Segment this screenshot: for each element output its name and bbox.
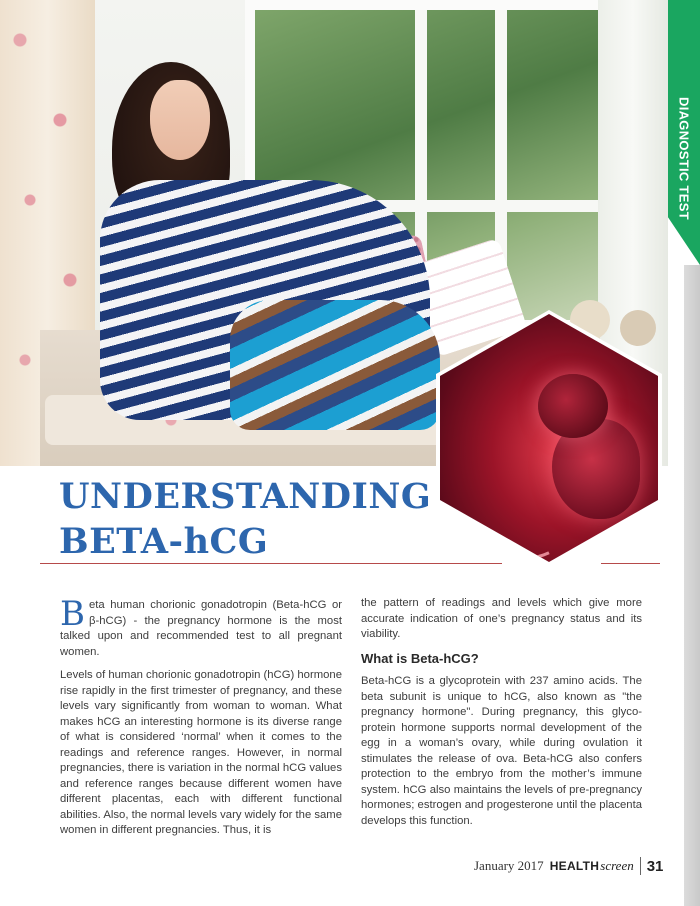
striped-blanket: [230, 300, 440, 430]
issue-date: January 2017: [474, 858, 544, 873]
intro-text: eta human chorionic gonadotropin (Beta-hCG or β-hCG) - the pregnancy hormone is the most talked upon and recommended test to all pregnant women.: [60, 599, 342, 658]
woman-face: [150, 80, 210, 160]
body-paragraph: the pattern of readings and levels which give more accurate indication of one’s pregnancy status and its viability.: [361, 597, 642, 640]
magazine-brand-italic: screen: [600, 858, 634, 873]
body-paragraph: Beta-hCG is a glycoprotein with 237 amino acids. The beta subunit is unique to hCG, also known as "the pregnancy hormone". During pregnancy, this glyco-protein hormone supports normal development of the egg in a woman’s ovary, while during ovulation it stimulates the release of ova. Beta-hCG also confers protection to the embryo from the mother’s immune system. hCG also maintains the levels of pre-pregnancy hormones; estrogen and progesterone until the placenta develops this function.: [361, 675, 642, 827]
section-tab-label: DIAGNOSTIC TEST: [676, 96, 692, 220]
embryo-head: [538, 374, 608, 438]
footer-divider: [640, 857, 641, 875]
section-subheading: What is Beta-hCG?: [361, 650, 479, 666]
left-column: [60, 594, 342, 847]
title-rule: [40, 563, 502, 564]
title-rule: [601, 563, 660, 564]
intro-paragraph: [60, 594, 342, 660]
page-edge-strip: [684, 265, 700, 906]
right-column: [361, 596, 642, 837]
teddy-bear: [620, 310, 656, 346]
drop-cap: B: [60, 594, 85, 634]
title-line-2: BETA-hCG: [59, 521, 269, 562]
page-number: 31: [646, 857, 664, 875]
page-footer: [474, 855, 663, 877]
article-title: [59, 474, 439, 564]
magazine-brand-bold: HEALTH: [549, 859, 600, 873]
body-paragraph: Levels of human chorionic gonadotropin (hCG) hormone rise rapidly in the first trimester of pregnancy, and these levels vary significantly from woman to woman. What makes hCG an interesting hormone is its diverse range of what is considered ‘normal’ when it comes to the readings and reference ranges. However, in normal pregnancies, there is variation in the normal hCG values and reference ranges because different women have different placentas, each with different functional abilities. Also, the normal levels vary widely for the same women in different pregnancies. Thus, it is: [60, 669, 342, 836]
title-line-1: UNDERSTANDING: [59, 476, 432, 517]
